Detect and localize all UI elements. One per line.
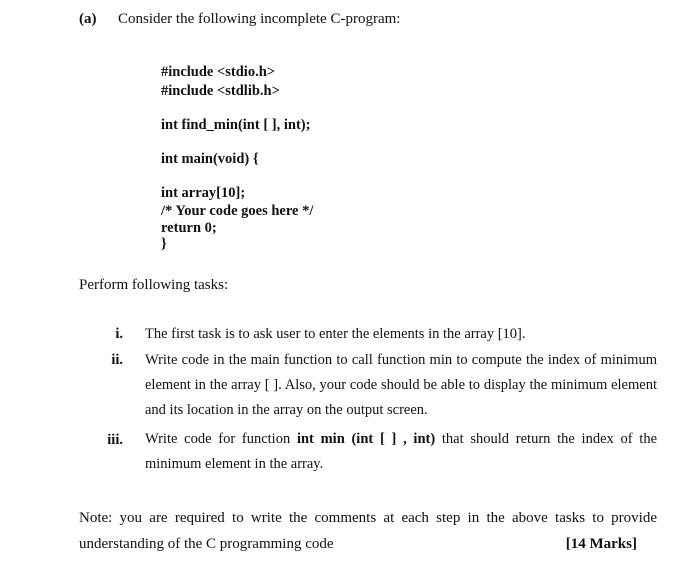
marks: [14 Marks] bbox=[565, 536, 637, 552]
code-line-close-brace: } bbox=[161, 236, 167, 252]
question-text: Consider the following incomplete C-program: bbox=[118, 11, 401, 27]
code-line-comment: /* Your code goes here */ bbox=[161, 203, 314, 219]
task-number: ii. bbox=[111, 352, 123, 368]
task-text-pre: Write code for function bbox=[145, 431, 291, 447]
task-text: The first task is to ask user to enter the elements in the array [10]. bbox=[145, 326, 526, 342]
note-text: understanding of the C programming code bbox=[79, 536, 334, 552]
code-line-return: return 0; bbox=[161, 220, 217, 236]
task-number: i. bbox=[115, 326, 123, 342]
task-text: element in the array [ ]. Also, your code should be able to display the minimum element bbox=[145, 377, 657, 393]
task-text: minimum element in the array. bbox=[145, 456, 324, 472]
note-text: Note: you are required to write the comments at each step in the above tasks to provide bbox=[79, 510, 657, 526]
function-signature: int min (int [ ] , int) bbox=[296, 431, 436, 447]
code-line-include-stdio: #include <stdio.h> bbox=[161, 64, 276, 80]
list-item bbox=[145, 427, 657, 477]
task-text-post: that should return the index of the bbox=[441, 431, 658, 447]
question-label: (a) bbox=[79, 11, 97, 27]
task-text bbox=[145, 427, 657, 452]
code-line-include-stdlib: #include <stdlib.h> bbox=[161, 83, 280, 99]
code-line-prototype: int find_min(int [ ], int); bbox=[161, 117, 311, 133]
task-number: iii. bbox=[107, 432, 123, 448]
list-item bbox=[145, 322, 657, 347]
task-text: and its location in the array on the output screen. bbox=[145, 402, 428, 418]
task-text: Write code in the main function to call function min to compute the index of minimum bbox=[145, 352, 657, 368]
perform-heading: Perform following tasks: bbox=[79, 277, 229, 293]
code-line-main: int main(void) { bbox=[161, 151, 259, 167]
note-last-line bbox=[79, 531, 657, 557]
note bbox=[79, 505, 657, 557]
list-item bbox=[145, 348, 657, 423]
code-line-array: int array[10]; bbox=[161, 185, 246, 201]
